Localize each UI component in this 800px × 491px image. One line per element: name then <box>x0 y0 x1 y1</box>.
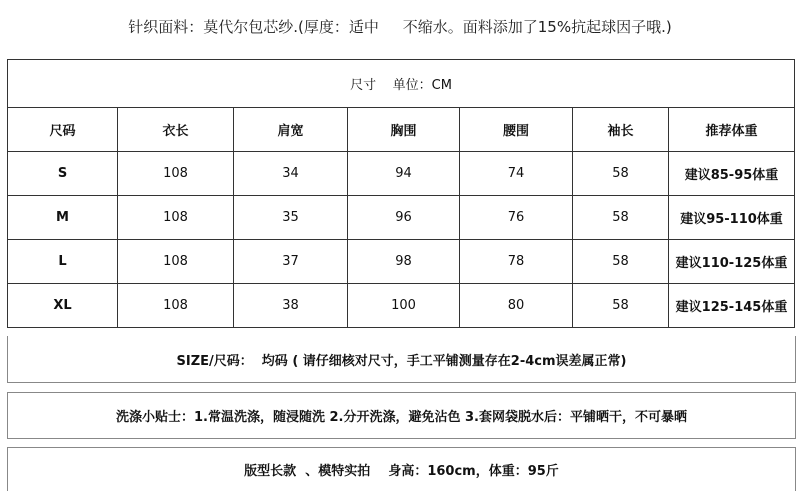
shoulder-cell: 37 <box>234 240 348 284</box>
weight-cell: 建议125-145体重 <box>669 284 795 328</box>
sleeve-cell: 58 <box>573 152 669 196</box>
size-chart-table <box>7 59 795 328</box>
size-note: SIZE/尺码： 均码 ( 请仔细核对尺寸，手工平铺测量存在2-4cm误差属正常) <box>7 336 796 383</box>
sleeve-cell: 58 <box>573 240 669 284</box>
weight-cell: 建议85-95体重 <box>669 152 795 196</box>
length-cell: 108 <box>118 284 234 328</box>
table-row <box>8 240 795 284</box>
chest-cell: 96 <box>348 196 460 240</box>
fabric-description: 针织面料：莫代尔包芯纱.(厚度：适中 不缩水。面料添加了15%抗起球因子哦.) <box>128 17 672 36</box>
size-cell: XL <box>8 284 118 328</box>
table-row <box>8 284 795 328</box>
table-row <box>8 152 795 196</box>
shoulder-cell: 35 <box>234 196 348 240</box>
column-header: 肩宽 <box>234 108 348 152</box>
sleeve-cell: 58 <box>573 196 669 240</box>
column-header: 尺码 <box>8 108 118 152</box>
length-cell: 108 <box>118 196 234 240</box>
chest-cell: 100 <box>348 284 460 328</box>
shoulder-cell: 38 <box>234 284 348 328</box>
waist-cell: 76 <box>460 196 573 240</box>
size-cell: L <box>8 240 118 284</box>
table-header-row <box>8 108 795 152</box>
chest-cell: 94 <box>348 152 460 196</box>
waist-cell: 74 <box>460 152 573 196</box>
weight-cell: 建议95-110体重 <box>669 196 795 240</box>
wash-note: 洗涤小贴士：1.常温洗涤，随浸随洗 2.分开洗涤，避免沾色 3.套网袋脱水后：平铺晒干，不可暴晒 <box>7 392 796 439</box>
waist-cell: 80 <box>460 284 573 328</box>
shoulder-cell: 34 <box>234 152 348 196</box>
chest-cell: 98 <box>348 240 460 284</box>
model-note: 版型长款 、模特实拍 身高：160cm，体重：95斤 <box>7 447 796 491</box>
column-header: 腰围 <box>460 108 573 152</box>
table-row <box>8 196 795 240</box>
column-header: 推荐体重 <box>669 108 795 152</box>
sleeve-cell: 58 <box>573 284 669 328</box>
column-header: 衣长 <box>118 108 234 152</box>
waist-cell: 78 <box>460 240 573 284</box>
column-header: 袖长 <box>573 108 669 152</box>
size-cell: S <box>8 152 118 196</box>
table-title: 尺寸 单位：CM <box>8 60 795 108</box>
length-cell: 108 <box>118 152 234 196</box>
column-header: 胸围 <box>348 108 460 152</box>
weight-cell: 建议110-125体重 <box>669 240 795 284</box>
length-cell: 108 <box>118 240 234 284</box>
size-cell: M <box>8 196 118 240</box>
